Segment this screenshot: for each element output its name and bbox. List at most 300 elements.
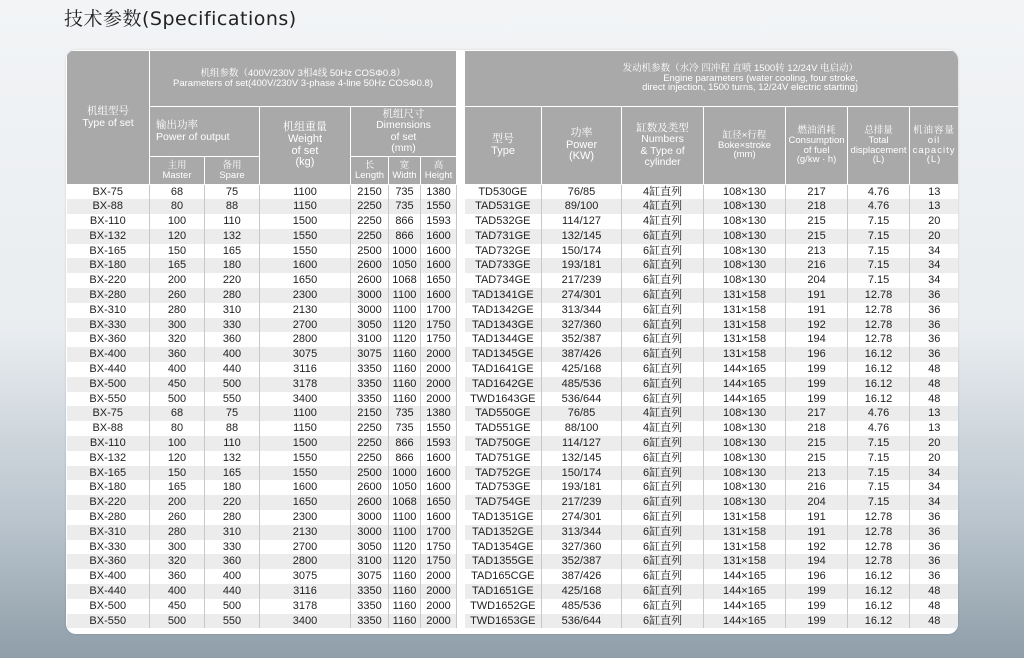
fuel-consumption-cell: 199 (786, 362, 848, 377)
bore-stroke-cell: 108×130 (704, 273, 786, 288)
length-cell: 2150 (351, 185, 389, 200)
height-cell: 1650 (421, 495, 457, 510)
engine-type-cell: TAD551GE (465, 421, 542, 436)
width-cell: 1100 (389, 510, 421, 525)
column-gap (457, 525, 465, 540)
length-cell: 2600 (351, 480, 389, 495)
master-power-cell: 400 (150, 362, 205, 377)
displacement-cell: 16.12 (848, 599, 910, 614)
power-cell: 193/181 (542, 480, 622, 495)
height-cell: 2000 (421, 599, 457, 614)
height-cell: 2000 (421, 377, 457, 392)
width-cell: 1160 (389, 614, 421, 629)
table-header (67, 51, 959, 185)
engine-type-cell: TAD753GE (465, 480, 542, 495)
type-of-set-cell: BX-440 (67, 362, 150, 377)
oil-capacity-cell: 20 (910, 451, 958, 466)
weight-cell: 3178 (260, 599, 351, 614)
width-cell: 1000 (389, 244, 421, 259)
spare-power-cell: 132 (205, 451, 260, 466)
displacement-cell: 12.78 (848, 540, 910, 555)
type-of-set-cell: BX-360 (67, 332, 150, 347)
spare-power-cell: 132 (205, 229, 260, 244)
cylinders-cell: 6缸直列 (622, 614, 704, 629)
fuel-consumption-cell: 191 (786, 303, 848, 318)
type-of-set-cell: BX-165 (67, 244, 150, 259)
table-row (67, 273, 959, 288)
length-cell: 3350 (351, 377, 389, 392)
table-row (67, 185, 959, 200)
oil-capacity-cell: 34 (910, 273, 958, 288)
type-of-set-cell: BX-132 (67, 451, 150, 466)
type-of-set-cell: BX-550 (67, 614, 150, 629)
master-power-cell: 500 (150, 614, 205, 629)
spare-power-cell: 360 (205, 332, 260, 347)
master-power-cell: 320 (150, 554, 205, 569)
spare-power-cell: 88 (205, 421, 260, 436)
table-row (67, 288, 959, 303)
column-gap (457, 510, 465, 525)
displacement-cell: 12.78 (848, 510, 910, 525)
cylinders-cell: 6缸直列 (622, 392, 704, 407)
weight-cell: 1650 (260, 495, 351, 510)
type-of-set-cell: BX-330 (67, 540, 150, 555)
oil-capacity-cell: 36 (910, 540, 958, 555)
displacement-cell: 16.12 (848, 347, 910, 362)
engine-type-cell: TWD1653GE (465, 614, 542, 629)
fuel-consumption-cell: 218 (786, 421, 848, 436)
power-cell: 485/536 (542, 377, 622, 392)
oil-capacity-cell: 36 (910, 347, 958, 362)
weight-cell: 1500 (260, 214, 351, 229)
length-cell: 2600 (351, 273, 389, 288)
column-gap (457, 406, 465, 421)
width-cell: 1100 (389, 288, 421, 303)
column-gap (457, 599, 465, 614)
displacement-cell: 12.78 (848, 318, 910, 333)
displacement-cell: 4.76 (848, 185, 910, 200)
cylinders-cell: 6缸直列 (622, 540, 704, 555)
table-row (67, 347, 959, 362)
width-header: 宽 Width (389, 157, 421, 185)
engine-type-cell: TAD732GE (465, 244, 542, 259)
cylinders-cell: 6缸直列 (622, 244, 704, 259)
fuel-consumption-cell: 191 (786, 288, 848, 303)
column-gap (457, 258, 465, 273)
length-cell: 3050 (351, 318, 389, 333)
oil-capacity-cell: 20 (910, 214, 958, 229)
oil-capacity-cell: 13 (910, 185, 958, 200)
column-gap (457, 554, 465, 569)
weight-cell: 1150 (260, 199, 351, 214)
cylinders-cell: 4缸直列 (622, 185, 704, 200)
engine-type-cell: TAD1351GE (465, 510, 542, 525)
width-cell: 1000 (389, 466, 421, 481)
height-cell: 1600 (421, 244, 457, 259)
type-of-set-cell: BX-132 (67, 229, 150, 244)
fuel-consumption-cell: 194 (786, 332, 848, 347)
weight-header: 机组重量 Weight of set (kg) (260, 107, 351, 185)
type-of-set-cell: BX-440 (67, 584, 150, 599)
column-gap (457, 229, 465, 244)
table-row (67, 554, 959, 569)
bore-stroke-cell: 131×158 (704, 303, 786, 318)
cylinders-cell: 6缸直列 (622, 258, 704, 273)
spare-power-cell: 400 (205, 347, 260, 362)
fuel-consumption-cell: 196 (786, 569, 848, 584)
fuel-consumption-cell: 204 (786, 495, 848, 510)
displacement-header: 总排量 Total displacement (L) (848, 107, 910, 185)
height-cell: 1750 (421, 540, 457, 555)
spare-power-cell: 360 (205, 554, 260, 569)
engine-type-cell: TAD165CGE (465, 569, 542, 584)
oil-capacity-cell: 36 (910, 525, 958, 540)
fuel-consumption-cell: 213 (786, 244, 848, 259)
length-cell: 2250 (351, 229, 389, 244)
displacement-cell: 12.78 (848, 525, 910, 540)
height-cell: 1550 (421, 199, 457, 214)
height-cell: 1750 (421, 554, 457, 569)
weight-cell: 3400 (260, 614, 351, 629)
weight-cell: 1100 (260, 185, 351, 200)
power-cell: 387/426 (542, 569, 622, 584)
column-gap (457, 480, 465, 495)
width-cell: 1050 (389, 480, 421, 495)
length-cell: 2600 (351, 495, 389, 510)
master-power-cell: 165 (150, 258, 205, 273)
height-cell: 1600 (421, 451, 457, 466)
bore-stroke-cell: 108×130 (704, 214, 786, 229)
oil-capacity-cell: 20 (910, 229, 958, 244)
oil-capacity-cell: 36 (910, 569, 958, 584)
weight-cell: 3116 (260, 362, 351, 377)
column-gap (457, 569, 465, 584)
type-of-set-cell: BX-310 (67, 525, 150, 540)
length-cell: 3075 (351, 347, 389, 362)
bore-stroke-cell: 144×165 (704, 569, 786, 584)
bore-stroke-cell: 144×165 (704, 362, 786, 377)
table-row (67, 332, 959, 347)
weight-cell: 1600 (260, 258, 351, 273)
type-of-set-cell: BX-75 (67, 406, 150, 421)
fuel-consumption-cell: 199 (786, 392, 848, 407)
displacement-cell: 12.78 (848, 303, 910, 318)
length-cell: 3050 (351, 540, 389, 555)
table-row (67, 377, 959, 392)
displacement-cell: 7.15 (848, 214, 910, 229)
length-cell: 3350 (351, 614, 389, 629)
height-cell: 2000 (421, 569, 457, 584)
oil-capacity-cell: 36 (910, 318, 958, 333)
spare-power-cell: 165 (205, 466, 260, 481)
cylinders-cell: 6缸直列 (622, 377, 704, 392)
power-cell: 88/100 (542, 421, 622, 436)
column-gap (457, 436, 465, 451)
bore-stroke-cell: 144×165 (704, 599, 786, 614)
engine-type-cell: TAD1641GE (465, 362, 542, 377)
spare-power-cell: 310 (205, 525, 260, 540)
type-of-set-cell: BX-330 (67, 318, 150, 333)
engine-type-cell: TAD1355GE (465, 554, 542, 569)
power-cell: 485/536 (542, 599, 622, 614)
weight-cell: 1550 (260, 451, 351, 466)
bore-stroke-cell: 108×130 (704, 199, 786, 214)
spare-power-cell: 75 (205, 406, 260, 421)
engine-type-cell: TAD1352GE (465, 525, 542, 540)
type-of-set-cell: BX-500 (67, 377, 150, 392)
fuel-header: 燃油消耗 Consumption of fuel (g/kw · h) (786, 107, 848, 185)
type-of-set-cell: BX-165 (67, 466, 150, 481)
width-cell: 866 (389, 229, 421, 244)
weight-cell: 2800 (260, 332, 351, 347)
displacement-cell: 16.12 (848, 614, 910, 629)
displacement-cell: 7.15 (848, 244, 910, 259)
type-of-set-cell: BX-280 (67, 510, 150, 525)
length-cell: 3350 (351, 584, 389, 599)
bore-stroke-cell: 108×130 (704, 436, 786, 451)
bore-stroke-cell: 131×158 (704, 332, 786, 347)
table-row (67, 495, 959, 510)
table-row (67, 466, 959, 481)
fuel-consumption-cell: 218 (786, 199, 848, 214)
cylinders-cell: 6缸直列 (622, 229, 704, 244)
power-cell: 132/145 (542, 451, 622, 466)
column-gap (457, 362, 465, 377)
column-gap (457, 540, 465, 555)
oil-capacity-cell: 36 (910, 303, 958, 318)
type-of-set-cell: BX-88 (67, 199, 150, 214)
weight-cell: 3075 (260, 347, 351, 362)
spec-table-container (66, 50, 958, 634)
table-row (67, 525, 959, 540)
spare-power-cell: 500 (205, 599, 260, 614)
length-cell: 3000 (351, 288, 389, 303)
bore-stroke-cell: 108×130 (704, 229, 786, 244)
fuel-consumption-cell: 191 (786, 525, 848, 540)
bore-stroke-cell: 108×130 (704, 451, 786, 466)
oil-capacity-cell: 34 (910, 244, 958, 259)
displacement-cell: 7.15 (848, 229, 910, 244)
height-cell: 1600 (421, 288, 457, 303)
weight-cell: 2800 (260, 554, 351, 569)
weight-cell: 1550 (260, 229, 351, 244)
width-cell: 735 (389, 185, 421, 200)
cylinders-header: 缸数及类型 Numbers & Type of cylinder (622, 107, 704, 185)
power-cell: 313/344 (542, 525, 622, 540)
engine-params-header: 发动机参数（水冷 四冲程 直喷 1500转 12/24V 电启动） Engine parameters (water cooling, four stroke, direct injection, 1500 turns, 12/24V electric starting) (465, 51, 958, 107)
displacement-cell: 16.12 (848, 392, 910, 407)
type-of-set-cell: BX-220 (67, 495, 150, 510)
oil-header: 机油容量 oil capacity (L) (910, 107, 958, 185)
master-power-cell: 400 (150, 584, 205, 599)
column-gap (457, 199, 465, 214)
column-gap (457, 244, 465, 259)
master-power-cell: 260 (150, 288, 205, 303)
width-cell: 866 (389, 451, 421, 466)
genset-params-header: 机组参数（400V/230V 3相4线 50Hz COSΦ0.8） Parameters of set(400V/230V 3-phase 4-line 50Hz COSΦ0.8) (150, 51, 457, 107)
column-gap (457, 51, 465, 107)
master-power-cell: 150 (150, 244, 205, 259)
fuel-consumption-cell: 199 (786, 377, 848, 392)
table-row (67, 451, 959, 466)
width-cell: 1100 (389, 303, 421, 318)
displacement-cell: 12.78 (848, 554, 910, 569)
table-row (67, 406, 959, 421)
spare-power-cell: 110 (205, 214, 260, 229)
column-gap (457, 318, 465, 333)
weight-cell: 3116 (260, 584, 351, 599)
cylinders-cell: 6缸直列 (622, 584, 704, 599)
type-of-set-cell: BX-220 (67, 273, 150, 288)
cylinders-cell: 6缸直列 (622, 436, 704, 451)
type-of-set-cell: BX-400 (67, 347, 150, 362)
column-gap (457, 107, 465, 185)
oil-capacity-cell: 36 (910, 288, 958, 303)
fuel-consumption-cell: 204 (786, 273, 848, 288)
length-cell: 2500 (351, 244, 389, 259)
spare-power-cell: 440 (205, 584, 260, 599)
width-cell: 1160 (389, 599, 421, 614)
length-cell: 3350 (351, 362, 389, 377)
engine-type-cell: TAD1341GE (465, 288, 542, 303)
master-header: 主用 Master (150, 157, 205, 185)
displacement-cell: 7.15 (848, 495, 910, 510)
power-cell: 193/181 (542, 258, 622, 273)
power-cell: 274/301 (542, 288, 622, 303)
power-cell: 387/426 (542, 347, 622, 362)
bore-stroke-cell: 131×158 (704, 540, 786, 555)
displacement-cell: 12.78 (848, 332, 910, 347)
column-gap (457, 273, 465, 288)
length-cell: 3000 (351, 510, 389, 525)
engine-type-cell: TAD734GE (465, 273, 542, 288)
spare-power-cell: 280 (205, 510, 260, 525)
length-cell: 3100 (351, 554, 389, 569)
master-power-cell: 120 (150, 229, 205, 244)
fuel-consumption-cell: 215 (786, 451, 848, 466)
table-row (67, 510, 959, 525)
length-cell: 2250 (351, 199, 389, 214)
power-cell: 352/387 (542, 332, 622, 347)
height-cell: 1380 (421, 406, 457, 421)
oil-capacity-cell: 48 (910, 584, 958, 599)
displacement-cell: 16.12 (848, 584, 910, 599)
displacement-cell: 16.12 (848, 377, 910, 392)
power-cell: 132/145 (542, 229, 622, 244)
spare-power-cell: 500 (205, 377, 260, 392)
spare-power-cell: 550 (205, 614, 260, 629)
master-power-cell: 68 (150, 185, 205, 200)
cylinders-cell: 6缸直列 (622, 554, 704, 569)
weight-cell: 1150 (260, 421, 351, 436)
table-row (67, 540, 959, 555)
displacement-cell: 4.76 (848, 199, 910, 214)
column-gap (457, 421, 465, 436)
master-power-cell: 120 (150, 451, 205, 466)
engine-type-header: 型号 Type (465, 107, 542, 185)
table-row (67, 303, 959, 318)
height-cell: 2000 (421, 614, 457, 629)
bore-stroke-cell: 131×158 (704, 554, 786, 569)
weight-cell: 2700 (260, 540, 351, 555)
cylinders-cell: 6缸直列 (622, 466, 704, 481)
width-cell: 1160 (389, 377, 421, 392)
height-cell: 2000 (421, 347, 457, 362)
bore-stroke-header: 缸径×行程 Boke×stroke (mm) (704, 107, 786, 185)
column-gap (457, 451, 465, 466)
type-of-set-cell: BX-400 (67, 569, 150, 584)
cylinders-cell: 6缸直列 (622, 303, 704, 318)
power-cell: 114/127 (542, 436, 622, 451)
width-cell: 1120 (389, 554, 421, 569)
engine-type-cell: TAD751GE (465, 451, 542, 466)
bore-stroke-cell: 108×130 (704, 495, 786, 510)
page-title: 技术参数(Specifications) (64, 8, 297, 30)
oil-capacity-cell: 34 (910, 466, 958, 481)
fuel-consumption-cell: 216 (786, 258, 848, 273)
spare-power-cell: 110 (205, 436, 260, 451)
type-of-set-cell: BX-88 (67, 421, 150, 436)
weight-cell: 1600 (260, 480, 351, 495)
table-row (67, 362, 959, 377)
oil-capacity-cell: 13 (910, 406, 958, 421)
engine-type-cell: TAD731GE (465, 229, 542, 244)
cylinders-cell: 4缸直列 (622, 214, 704, 229)
engine-type-cell: TWD1643GE (465, 392, 542, 407)
engine-type-cell: TAD532GE (465, 214, 542, 229)
height-cell: 1600 (421, 258, 457, 273)
width-cell: 1160 (389, 362, 421, 377)
column-gap (457, 214, 465, 229)
oil-capacity-cell: 34 (910, 480, 958, 495)
weight-cell: 1550 (260, 466, 351, 481)
width-cell: 1160 (389, 347, 421, 362)
fuel-consumption-cell: 192 (786, 540, 848, 555)
master-power-cell: 150 (150, 466, 205, 481)
cylinders-cell: 6缸直列 (622, 347, 704, 362)
cylinders-cell: 6缸直列 (622, 510, 704, 525)
oil-capacity-cell: 48 (910, 392, 958, 407)
width-cell: 1160 (389, 392, 421, 407)
displacement-cell: 16.12 (848, 362, 910, 377)
bore-stroke-cell: 108×130 (704, 185, 786, 200)
fuel-consumption-cell: 217 (786, 406, 848, 421)
bore-stroke-cell: 108×130 (704, 406, 786, 421)
height-cell: 2000 (421, 584, 457, 599)
engine-type-cell: TAD550GE (465, 406, 542, 421)
cylinders-cell: 6缸直列 (622, 451, 704, 466)
table-row (67, 258, 959, 273)
column-gap (457, 495, 465, 510)
displacement-cell: 4.76 (848, 421, 910, 436)
spare-power-cell: 180 (205, 258, 260, 273)
fuel-consumption-cell: 199 (786, 599, 848, 614)
type-of-set-cell: BX-280 (67, 288, 150, 303)
width-cell: 1120 (389, 318, 421, 333)
cylinders-cell: 4缸直列 (622, 406, 704, 421)
power-cell: 536/644 (542, 392, 622, 407)
table-row (67, 569, 959, 584)
weight-cell: 1100 (260, 406, 351, 421)
type-of-set-cell: BX-360 (67, 554, 150, 569)
table-row (67, 480, 959, 495)
master-power-cell: 300 (150, 540, 205, 555)
type-of-set-cell: BX-110 (67, 214, 150, 229)
height-cell: 2000 (421, 362, 457, 377)
column-gap (457, 392, 465, 407)
fuel-consumption-cell: 213 (786, 466, 848, 481)
height-cell: 1593 (421, 214, 457, 229)
